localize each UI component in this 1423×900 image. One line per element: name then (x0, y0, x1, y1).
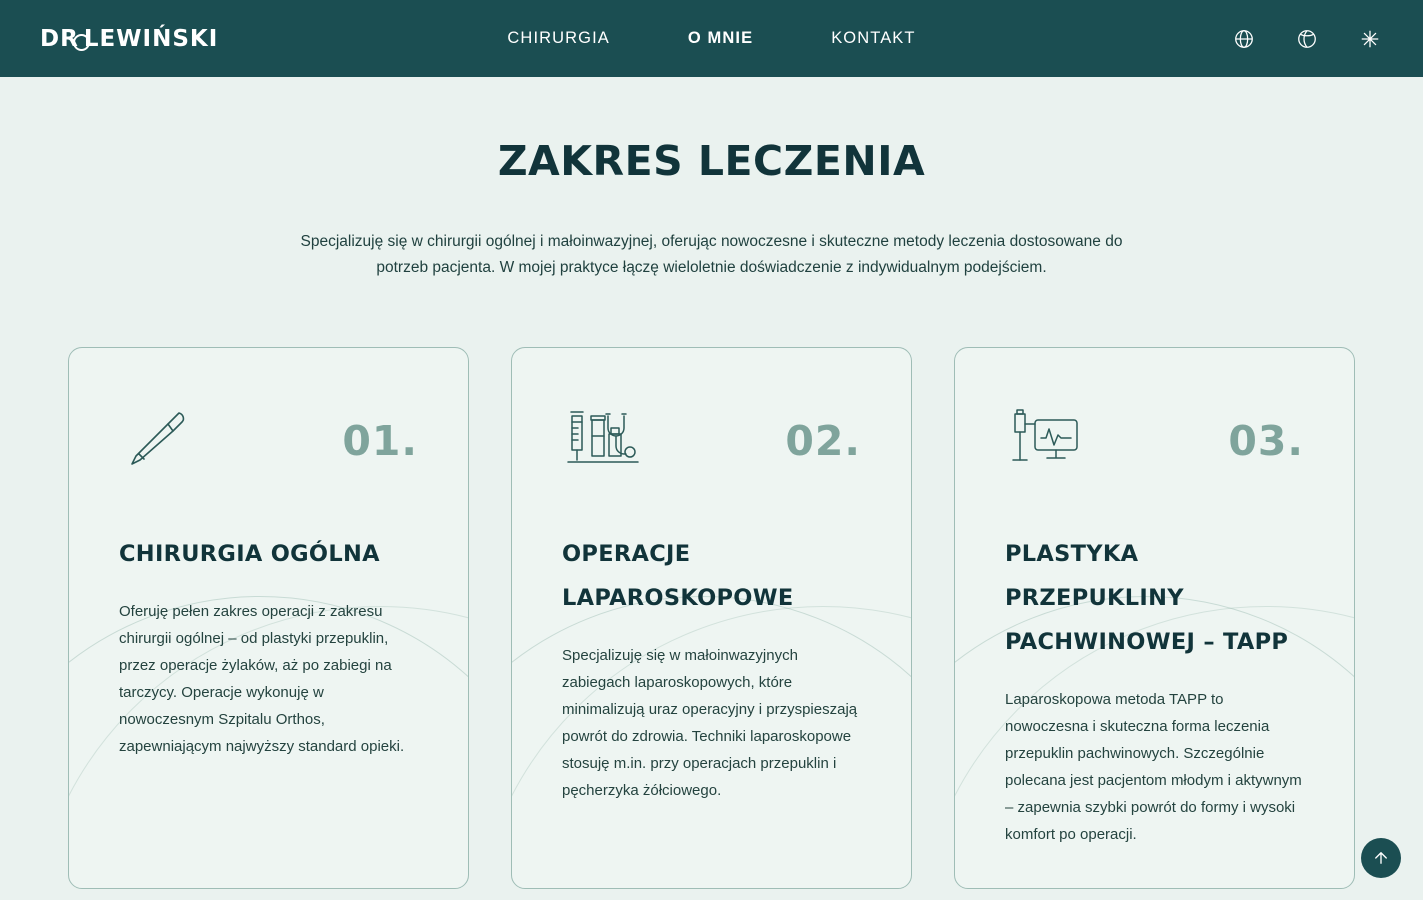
logo-prefix: DR (40, 25, 79, 52)
accessibility-tools-icon[interactable] (1357, 26, 1383, 52)
language-globe-icon[interactable] (1294, 26, 1320, 52)
treatment-card-2[interactable] (511, 347, 912, 889)
site-header (0, 0, 1423, 77)
globe-icon[interactable] (1231, 26, 1257, 52)
treatment-card-3[interactable] (954, 347, 1355, 889)
main-nav (507, 29, 915, 48)
page-subtitle: Specjalizuję się w chirurgii ogólnej i małoinwazyjnej, oferując nowoczesne i skuteczne metody leczenia dostosowane do potrzeb pacjenta. W mojej praktyce łączę wieloletnie doświadczenie z indywidualnym podejściem. (300, 233, 1123, 276)
treatment-cards (0, 347, 1423, 889)
card-number: 02. (785, 417, 861, 465)
card-header (1005, 398, 1304, 484)
card-title: OPERACJE LAPAROSKOPOWE (562, 541, 794, 611)
logo[interactable] (40, 26, 218, 52)
monitor-ecg-icon (1005, 402, 1085, 481)
scroll-to-top-button[interactable] (1361, 838, 1401, 878)
arrow-up-icon (1372, 849, 1390, 867)
card-header (562, 398, 861, 484)
logo-name: LEWIŃSKI (83, 25, 219, 52)
main-content (0, 77, 1423, 889)
treatment-card-1[interactable] (68, 347, 469, 889)
nav-item-chirurgia[interactable]: CHIRURGIA (507, 29, 610, 47)
nav-item-kontakt[interactable]: KONTAKT (831, 29, 916, 47)
medical-instruments-icon (562, 402, 644, 481)
logo-circle-icon (73, 34, 90, 51)
card-title: PLASTYKA PRZEPUKLINY PACHWINOWEJ – TAPP (1005, 541, 1289, 655)
card-text: Laparoskopowa metoda TAPP to nowoczesna i skuteczna forma leczenia przepuklin pachwinowych. Szczególnie polecana jest pacjentom młodym i aktywnym – zapewnia szybki powrót do formy i wysoki komfort po operacji. (1005, 691, 1302, 843)
card-text: Specjalizuję się w małoinwazyjnych zabiegach laparoskopowych, które minimalizują uraz operacyjny i przyspieszają powrót do zdrowia. Techniki laparoskopowe stosuję m.in. przy operacjach przepuklin i pęcherzyka żółciowego. (562, 647, 858, 799)
scalpel-icon (119, 402, 193, 481)
card-number: 01. (342, 417, 418, 465)
card-title: CHIRURGIA OGÓLNA (119, 541, 380, 567)
card-header (119, 398, 418, 484)
header-icon-group (1231, 26, 1383, 52)
nav-item-o-mnie[interactable]: O MNIE (687, 29, 754, 47)
page-title: ZAKRES LECZENIA (497, 137, 926, 185)
card-text: Oferuję pełen zakres operacji z zakresu chirurgii ogólnej – od plastyki przepuklin, przez operacje żylaków, aż po zabiegi na tarczycy. Operacje wykonuję w nowoczesnym Szpitalu Orthos, zapewniającym najwyższy standard opieki. (119, 603, 405, 755)
card-number: 03. (1228, 417, 1304, 465)
